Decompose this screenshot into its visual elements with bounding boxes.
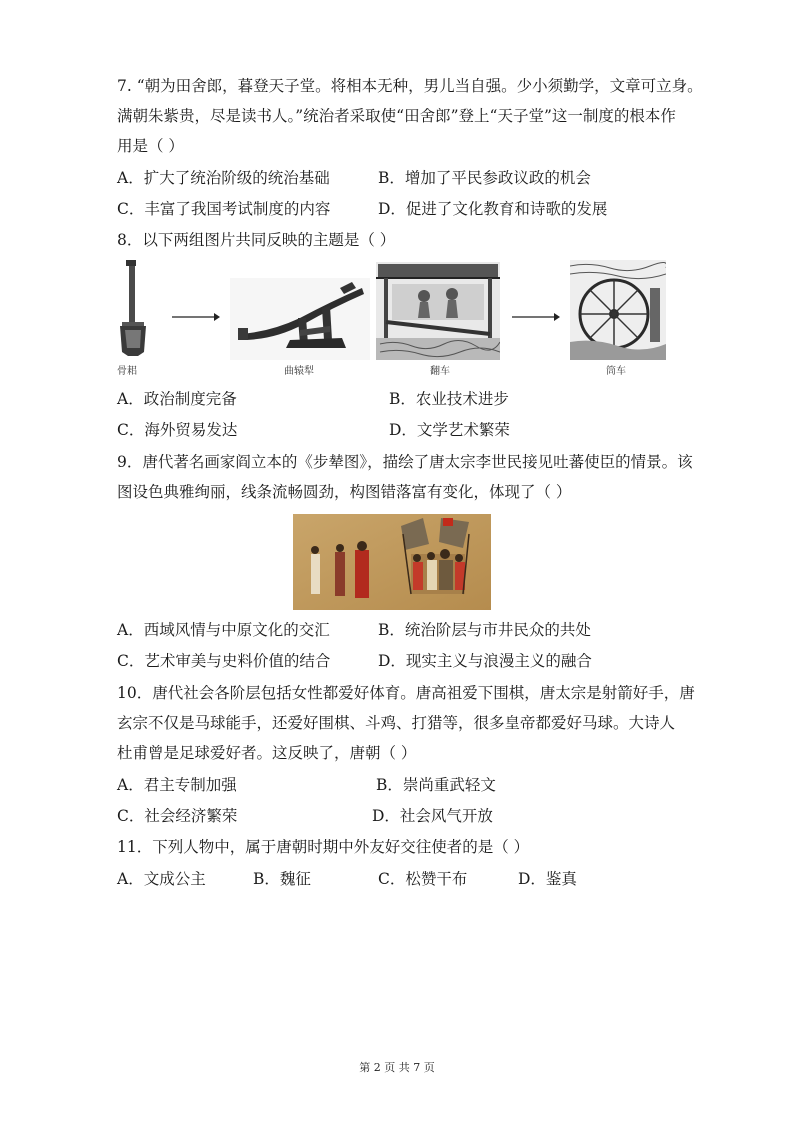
q10-stem-line-1: 10．唐代社会各阶层包括女性都爱好体育。唐高祖爱下围棋，唐太宗是射箭好手，唐 [117, 684, 695, 702]
q9-option-b: B．统治阶层与市井民众的共处 [378, 621, 591, 639]
q9-option-d: D．现实主义与浪漫主义的融合 [378, 652, 592, 670]
arrow-right-icon [172, 311, 220, 323]
q7-option-b: B．增加了平民参政议政的机会 [378, 169, 591, 187]
q9-stem-line-2: 图设色典雅绚丽，线条流畅圆劲，构图错落富有变化，体现了（ ） [117, 483, 572, 501]
q7-stem-line-2: 满朝朱紫贵，尽是读书人。”统治者采取使“田舍郎”登上“天子堂”这一制度的根本作 [117, 107, 676, 125]
q8-option-c: C．海外贸易发达 [117, 421, 238, 439]
q7-stem-line-3: 用是（ ） [117, 137, 184, 155]
caption-chain-pump: 翻车 [430, 366, 450, 377]
caption-curved-plow: 曲辕犁 [284, 366, 314, 377]
q7-option-c: C．丰富了我国考试制度的内容 [117, 200, 331, 218]
q11-stem-line-1: 11．下列人物中，属于唐朝时期中外友好交往使者的是（ ） [117, 838, 530, 856]
q8-option-d: D．文学艺术繁荣 [389, 421, 510, 439]
q11-option-d: D．鉴真 [518, 870, 577, 888]
q7-option-d: D．促进了文化教育和诗歌的发展 [378, 200, 608, 218]
q10-option-c: C．社会经济繁荣 [117, 807, 238, 825]
q8-option-b: B．农业技术进步 [389, 390, 509, 408]
caption-tube-wheel: 筒车 [606, 366, 626, 377]
q11-option-a: A．文成公主 [117, 870, 206, 888]
q10-stem-line-3: 杜甫曾是足球爱好者。这反映了，唐朝（ ） [117, 744, 417, 762]
arrow-right-icon [512, 311, 560, 323]
q10-option-b: B．崇尚重武轻文 [376, 776, 496, 794]
q7-stem-line-1: 7. “朝为田舍郎，暮登天子堂。将相本无种，男儿当自强。少小须勤学，文章可立身。 [117, 77, 703, 95]
q8-stem-line-1: 8．以下两组图片共同反映的主题是（ ） [117, 231, 396, 249]
caption-bone-spade: 骨耜 [117, 366, 137, 377]
q10-stem-line-2: 玄宗不仅是马球能手，还爱好围棋、斗鸡、打猎等，很多皇帝都爱好马球。大诗人 [117, 714, 676, 732]
q10-option-a: A．君主专制加强 [117, 776, 237, 794]
chain-pump-image [376, 262, 500, 360]
q10-option-d: D．社会风气开放 [372, 807, 493, 825]
q7-option-a: A．扩大了统治阶级的统治基础 [117, 169, 330, 187]
tube-wheel-image [570, 260, 666, 360]
q11-option-b: B．魏征 [253, 870, 311, 888]
page-number-footer: 第 2 页 共 7 页 [359, 1061, 435, 1074]
q9-stem-line-1: 9．唐代著名画家阎立本的《步辇图》，描绘了唐太宗李世民接见吐蕃使臣的情景。该 [117, 453, 693, 471]
q8-option-a: A．政治制度完备 [117, 390, 237, 408]
curved-plow-image [230, 278, 370, 360]
painting-image [293, 514, 491, 610]
q9-option-c: C．艺术审美与史料价值的结合 [117, 652, 331, 670]
bone-spade-image [112, 260, 156, 360]
q9-option-a: A．西域风情与中原文化的交汇 [117, 621, 330, 639]
q11-option-c: C．松赞干布 [378, 870, 468, 888]
